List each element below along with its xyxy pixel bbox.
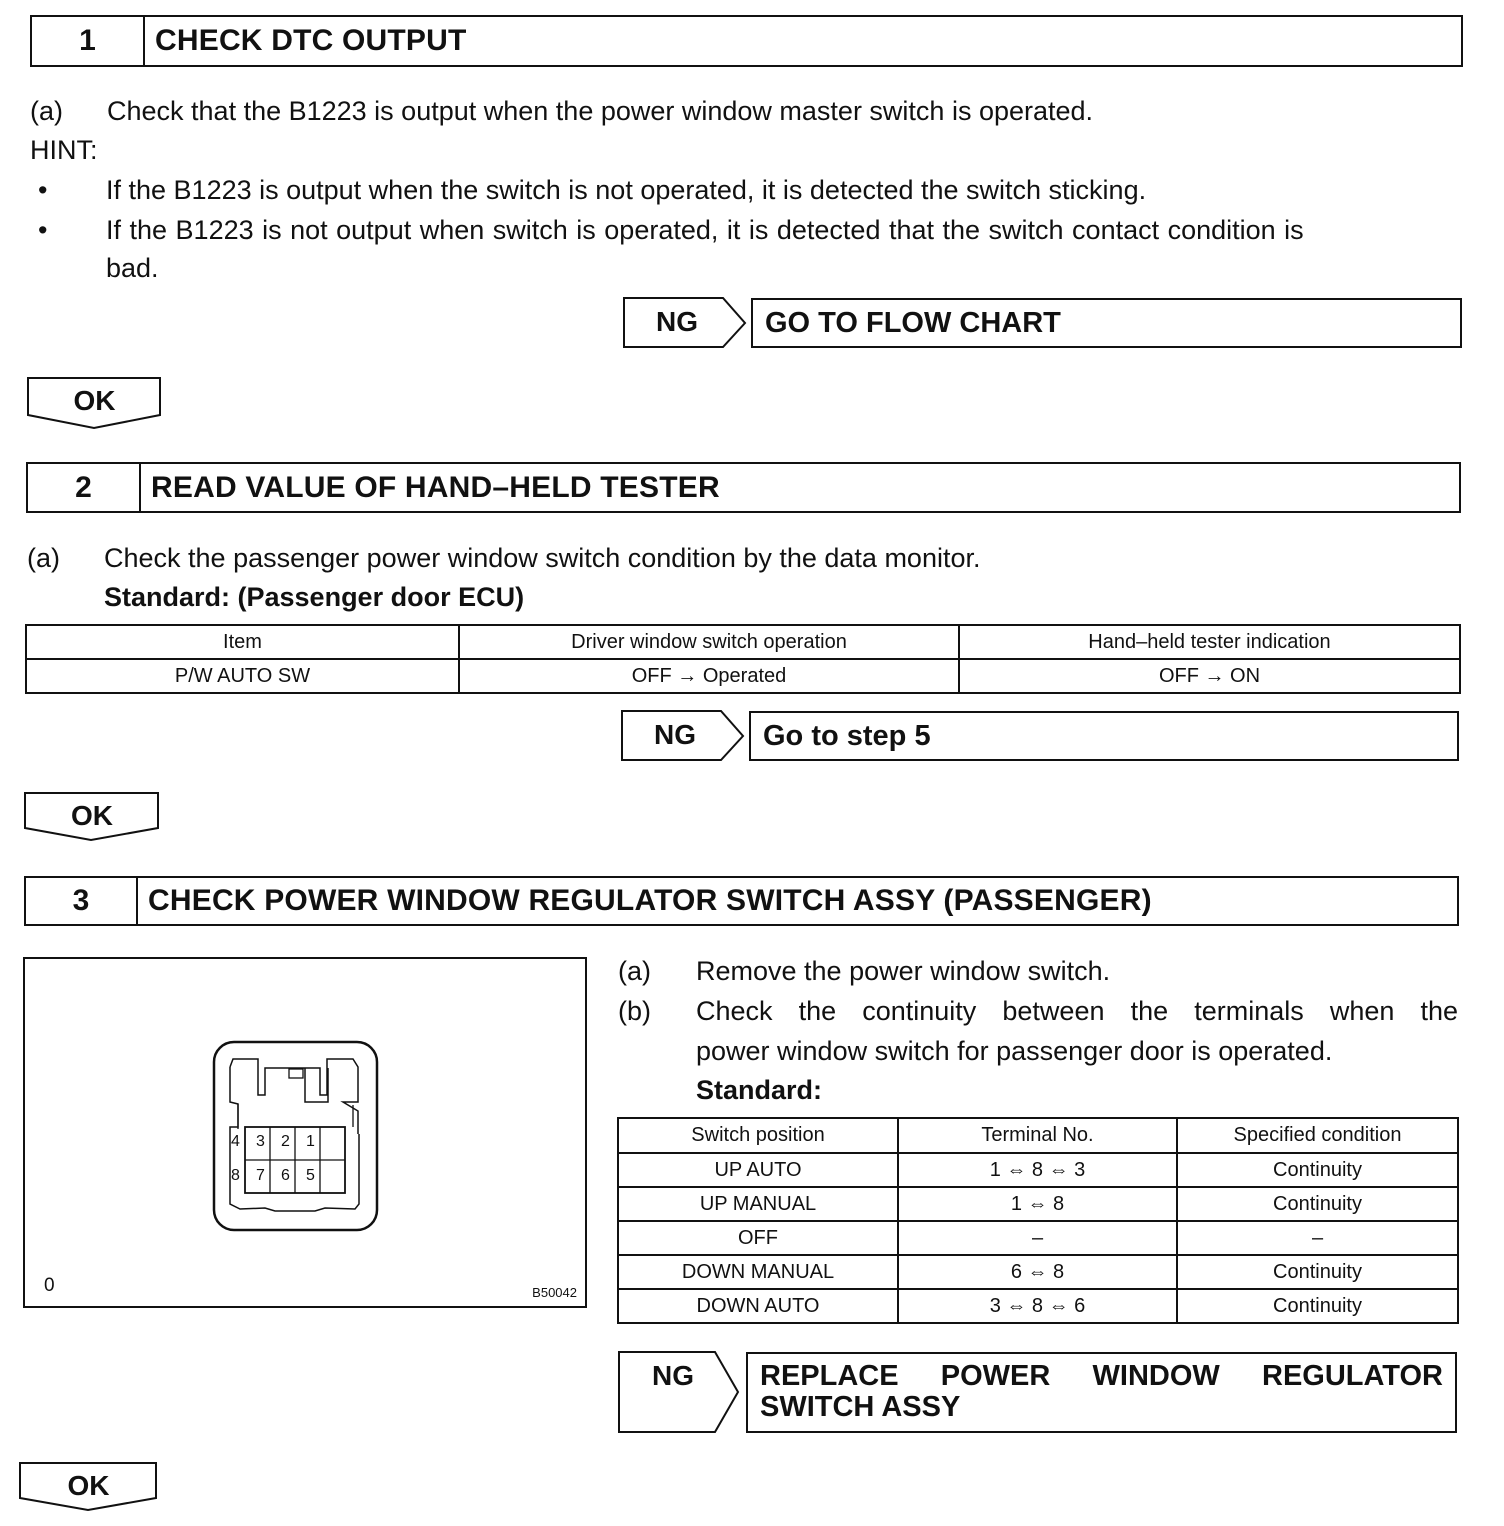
- table-header-row: [26, 625, 1460, 659]
- ng-label: NG: [654, 719, 696, 750]
- table-cell: P/W AUTO SW: [26, 659, 459, 693]
- step3-a-label: (a): [618, 956, 651, 986]
- step1-a-text: Check that the B1223 is output when the power window master switch is operated.: [107, 96, 1094, 126]
- table-row: [618, 1221, 1458, 1255]
- ok-arrow: [24, 792, 160, 842]
- table-header: Switch position: [618, 1118, 898, 1153]
- table-header: Driver window switch operation: [459, 625, 959, 659]
- ok-label: OK: [71, 800, 113, 831]
- pin-row-top: [223, 1133, 323, 1151]
- pin-label: 1: [306, 1133, 315, 1150]
- table-row: [618, 1255, 1458, 1289]
- table-cell: 6 ⇔ 8: [898, 1255, 1177, 1289]
- step3-b-text-cont: power window switch for passenger door is operated.: [696, 1036, 1333, 1066]
- ng-arrow: [623, 297, 748, 349]
- table-header: Specified condition: [1177, 1118, 1458, 1153]
- table-row: [618, 1289, 1458, 1323]
- table-header: Terminal No.: [898, 1118, 1177, 1153]
- step-title: CHECK DTC OUTPUT: [155, 24, 467, 57]
- hint-bullet-cont: bad.: [106, 253, 159, 283]
- ng-arrow: [621, 710, 746, 762]
- pin-label: 4: [231, 1133, 240, 1150]
- pin-label: 7: [256, 1167, 265, 1184]
- table-header-row: [618, 1118, 1458, 1153]
- table-cell: –: [1177, 1221, 1458, 1255]
- step2-header: [26, 462, 1461, 513]
- ok-label: OK: [73, 385, 116, 416]
- table-cell: Continuity: [1177, 1255, 1458, 1289]
- ng-result-line: SWITCH ASSY: [760, 1391, 961, 1423]
- ng-label: NG: [652, 1360, 694, 1391]
- pin-label: 8: [231, 1167, 240, 1184]
- table-cell: Continuity: [1177, 1187, 1458, 1221]
- table-header: Hand–held tester indication: [959, 625, 1460, 659]
- step-number: 3: [26, 878, 138, 924]
- table-cell: UP AUTO: [618, 1153, 898, 1187]
- figure-id: B50042: [532, 1285, 577, 1300]
- table-cell: DOWN MANUAL: [618, 1255, 898, 1289]
- table-cell: 3 ⇔ 8 ⇔ 6: [898, 1289, 1177, 1323]
- step2-a-text: Check the passenger power window switch condition by the data monitor.: [104, 543, 981, 573]
- pin-row-bottom: [223, 1167, 323, 1185]
- ok-arrow: [27, 377, 162, 430]
- hint-label: HINT:: [30, 135, 98, 165]
- table-cell: OFF → Operated: [459, 659, 959, 693]
- step3-a-text: Remove the power window switch.: [696, 956, 1111, 986]
- ng-label: NG: [656, 306, 698, 337]
- pin-label: 5: [306, 1167, 315, 1184]
- step1-header: [30, 15, 1463, 67]
- step3-b-label: (b): [618, 996, 651, 1026]
- step3-b-text: Check the continuity between the terminals when the: [696, 996, 1458, 1026]
- table-cell: Continuity: [1177, 1153, 1458, 1187]
- table-cell: OFF: [618, 1221, 898, 1255]
- hint-bullet: If the B1223 is not output when switch is operated, it is detected that the switch contact condition is: [106, 215, 1304, 245]
- table-cell: OFF → ON: [959, 659, 1460, 693]
- ok-arrow: [19, 1462, 158, 1512]
- ng-arrow: [618, 1351, 743, 1434]
- bullet-icon: •: [38, 175, 48, 205]
- table-cell: Continuity: [1177, 1289, 1458, 1323]
- standard-label: Standard: (Passenger door ECU): [104, 582, 525, 612]
- step-number: 2: [28, 464, 141, 511]
- pin-label: 6: [281, 1167, 290, 1184]
- table-row: [618, 1187, 1458, 1221]
- ng-result: [746, 1352, 1457, 1433]
- continuity-table: [617, 1117, 1459, 1324]
- step1-a-label: (a): [30, 96, 63, 126]
- ng-result-line: REPLACE POWER WINDOW REGULATOR: [760, 1360, 1443, 1392]
- ng-result: Go to step 5: [749, 711, 1459, 761]
- tester-table: [25, 624, 1461, 694]
- pin-label: 2: [281, 1133, 290, 1150]
- table-header: Item: [26, 625, 459, 659]
- figure-corner-mark: 0: [44, 1275, 55, 1296]
- table-row: [618, 1153, 1458, 1187]
- step-number: 1: [32, 17, 145, 65]
- step3-header: [24, 876, 1459, 926]
- step-title: CHECK POWER WINDOW REGULATOR SWITCH ASSY (PASSENGER): [148, 884, 1152, 917]
- table-cell: –: [898, 1221, 1177, 1255]
- pin-label: 3: [256, 1133, 265, 1150]
- standard-label: Standard:: [696, 1075, 823, 1105]
- step2-a-label: (a): [27, 543, 60, 573]
- step-title: READ VALUE OF HAND–HELD TESTER: [151, 470, 720, 504]
- table-row: [26, 659, 1460, 693]
- table-cell: UP MANUAL: [618, 1187, 898, 1221]
- table-cell: 1 ⇔ 8 ⇔ 3: [898, 1153, 1177, 1187]
- table-cell: 1 ⇔ 8: [898, 1187, 1177, 1221]
- ok-label: OK: [67, 1470, 110, 1501]
- ng-result: GO TO FLOW CHART: [751, 298, 1462, 348]
- table-cell: DOWN AUTO: [618, 1289, 898, 1323]
- hint-bullet: If the B1223 is output when the switch is not operated, it is detected the switch sticking.: [106, 175, 1147, 205]
- bullet-icon: •: [38, 215, 48, 245]
- connector-figure: [23, 957, 587, 1308]
